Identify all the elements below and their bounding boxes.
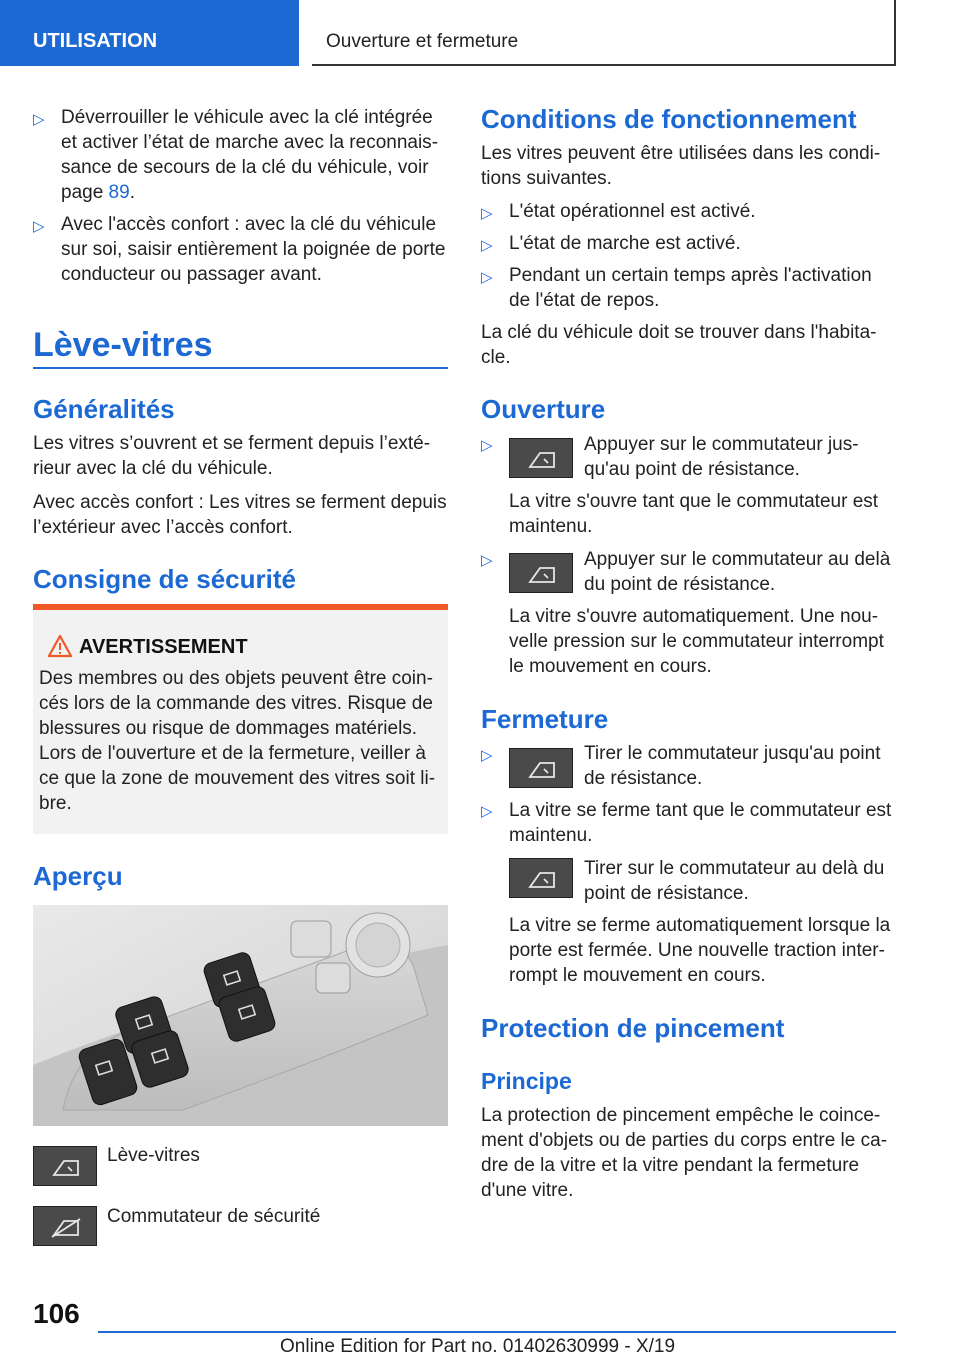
- subsection-title-principe: Principe: [481, 1068, 572, 1094]
- action-text: Tirer sur le commutateur au delà du point de résistance.: [584, 858, 885, 904]
- window-switch-icon: [509, 748, 573, 788]
- action-text: Appuyer sur le commutateur au delà du point de résistance.: [584, 549, 891, 595]
- bullet-icon: ▷: [481, 437, 493, 454]
- section-tab: UTILISATION: [0, 0, 299, 66]
- section-title-generalites: Généralités: [33, 394, 175, 424]
- warning-box: [33, 604, 448, 834]
- section-title-conditions: Conditions de fonctionnement: [481, 104, 857, 134]
- bullet-icon: ▷: [481, 205, 493, 222]
- section-title-apercu: Aperçu: [33, 861, 123, 891]
- list-item: Pendant un certain temps après l'activation de l'état de repos.: [509, 265, 872, 311]
- legend-label: Lève-vitres: [107, 1145, 200, 1166]
- legend-label: Commutateur de sécurité: [107, 1206, 321, 1227]
- page-link[interactable]: 89: [108, 182, 130, 203]
- action-text: Tirer le commutateur jusqu'au point de résistance.: [584, 743, 881, 789]
- window-switch-icon: [509, 858, 573, 898]
- paragraph: La protection de pincement empêche le coincement d'objets ou de parties du corps entre le cadre de la vitre et la vitre pendant la fermeture d'une vitre.: [481, 1105, 888, 1201]
- bullet-icon: ▷: [481, 747, 493, 764]
- page-heading: Lève-vitres: [33, 326, 213, 364]
- warning-title: AVERTISSEMENT: [79, 636, 248, 658]
- bullet-icon: ▷: [481, 803, 493, 820]
- window-switch-icon: [509, 553, 573, 593]
- result-text: La vitre se ferme automatiquement lorsque la porte est fermée. Une nouvelle traction interrompt le mouvement en cours.: [509, 915, 891, 986]
- window-switch-icon: [509, 438, 573, 478]
- list-item: L'état de marche est activé.: [509, 233, 741, 254]
- paragraph: Les vitres s’ouvrent et se ferment depuis l’extérieur avec la clé du véhicule.: [33, 433, 431, 479]
- action-text: Appuyer sur le commutateur jusqu'au point de résistance.: [584, 434, 859, 480]
- heading-rule: [33, 367, 448, 369]
- section-title-consigne: Consigne de sécurité: [33, 564, 296, 594]
- section-title-ouverture: Ouverture: [481, 394, 606, 424]
- window-switches-photo: [33, 905, 448, 1126]
- safety-switch-icon: [33, 1206, 97, 1246]
- chapter-title: Ouverture et fermeture: [312, 0, 896, 66]
- bullet-icon: ▷: [481, 552, 493, 569]
- bullet-icon: ▷: [481, 237, 493, 254]
- paragraph: La clé du véhicule doit se trouver dans l'habitacle.: [481, 322, 877, 368]
- section-title-fermeture: Fermeture: [481, 704, 609, 734]
- paragraph: Les vitres peuvent être utilisées dans les conditions suivantes.: [481, 143, 881, 189]
- page-number: 106: [33, 1298, 80, 1329]
- result-text: La vitre se ferme tant que le commutateur est maintenu.: [509, 800, 892, 846]
- paragraph: Avec accès confort : Les vitres se ferment depuis l’extérieur avec l’accès confort.: [33, 492, 447, 538]
- result-text: La vitre s'ouvre automatiquement. Une nouvelle pression sur le commutateur interrompt le mouvement en cours.: [509, 606, 884, 677]
- list-item: Avec l'accès confort : avec la clé du véhicule sur soi, saisir entièrement la poignée de porte conducteur ou passager avant.: [61, 214, 446, 285]
- warning-triangle-icon: [47, 634, 73, 658]
- warning-text: Des membres ou des objets peuvent être coincés lors de la commande des vitres. Risque de blessures ou risque de dommages matériels. Lors de l'ouverture et de la fermeture, veiller à ce que la zone de mouvement des vitres soit libre.: [39, 668, 436, 814]
- list-item: L'état opérationnel est activé.: [509, 201, 756, 222]
- bullet-icon: ▷: [481, 269, 493, 286]
- bullet-icon: ▷: [33, 111, 45, 128]
- window-switch-icon: [33, 1146, 97, 1186]
- footer-rule: [98, 1331, 896, 1333]
- result-text: La vitre s'ouvre tant que le commutateur est maintenu.: [509, 491, 879, 537]
- edition-text: Online Edition for Part no. 01402630999 - X/19: [280, 1336, 676, 1357]
- list-item: Déverrouiller le véhicule avec la clé intégrée et activer l’état de marche avec la reconnaissance de secours de la clé du véhicule, voir page 89.: [61, 107, 439, 203]
- section-title-protection: Protection de pincement: [481, 1013, 785, 1043]
- bullet-icon: ▷: [33, 218, 45, 235]
